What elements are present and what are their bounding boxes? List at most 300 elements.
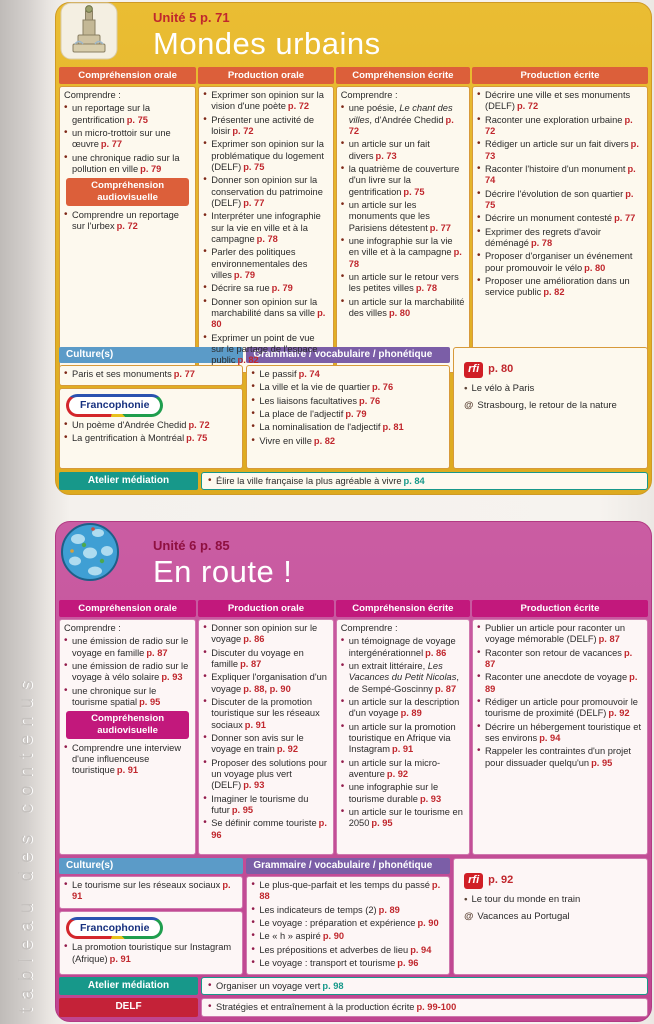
atelier-mediation-row xyxy=(59,977,648,995)
page-ref: p. 92 xyxy=(386,768,409,779)
page-ref: p. 84 xyxy=(403,476,425,486)
page-ref: p. 98 xyxy=(322,981,344,991)
page-ref: p. 82 xyxy=(313,435,336,446)
bullet-icon: • xyxy=(251,903,255,915)
rfi-page-ref: p. 92 xyxy=(488,874,514,886)
page-ref: p. 78 xyxy=(415,283,437,294)
page-ref: p. 87 xyxy=(598,634,620,645)
rfi-item: @ Vacances au Portugal xyxy=(464,910,570,922)
toc-item: • Les indicateurs de temps (2) p. 89 xyxy=(251,903,400,915)
toc-item: • Expliquer l'organisation d'un voyage p. 88, p. 90 xyxy=(203,671,327,694)
page-ref: p. 82 xyxy=(543,287,565,298)
page-ref: p. 93 xyxy=(419,793,442,804)
toc-item: • La place de l'adjectif p. 79 xyxy=(251,407,367,419)
page-ref: p. 77 xyxy=(173,369,195,379)
toc-item: • Comprendre une interview d'une influenceuse touristique p. 91 xyxy=(64,741,182,776)
column-production-ecrite xyxy=(472,600,648,855)
rfi-cell xyxy=(453,858,648,975)
culture-cell xyxy=(59,876,243,909)
atelier-cell xyxy=(201,472,648,490)
bullet-icon: • xyxy=(251,879,255,890)
page-ref: p. 92 xyxy=(276,744,298,755)
unit5-title: Mondes urbains xyxy=(153,26,381,61)
toc-item: • une poésie, Le chant des villes, d'Andrée Chedid p. 72 xyxy=(340,102,454,136)
rfi-item: • Le tour du monde en train xyxy=(464,894,581,906)
bullet-icon: • xyxy=(340,720,345,732)
column-header: Production orale xyxy=(198,600,333,617)
bullet-icon: • xyxy=(64,684,68,696)
toc-item: • Le voyage : transport et tourisme p. 96 xyxy=(251,956,419,968)
bullet-icon: • xyxy=(64,368,68,379)
bullet-icon: • xyxy=(203,89,207,100)
toc-item: • un reportage sur la gentrification p. 75 xyxy=(64,102,151,125)
bullet-icon: • xyxy=(476,113,481,125)
rfi-item-prefix-icon: • xyxy=(464,894,468,906)
column-cell xyxy=(59,86,196,373)
page-ref: p. 72 xyxy=(287,101,310,112)
rfi-header xyxy=(464,873,643,889)
page-ref: p. 86 xyxy=(243,634,265,645)
bullet-icon: • xyxy=(203,282,207,294)
grammar-header: Grammaire / vocabulaire / phonétique xyxy=(246,858,450,874)
toc-item: • un article sur la promotion touristique en Afrique via Instagram p. 91 xyxy=(340,720,456,755)
bullet-icon: • xyxy=(64,432,68,444)
page-ref: p. 82 xyxy=(237,355,259,366)
toc-item: • Les liaisons facultatives p. 76 xyxy=(251,394,381,406)
bullet-icon: • xyxy=(251,407,255,419)
bullet-icon: • xyxy=(476,225,481,237)
page-ref: p. 86 xyxy=(425,647,447,658)
toc-item: • Rappeler les contraintes d'un projet pour dissuader quelqu'un p. 95 xyxy=(476,745,631,768)
toc-item: • Parler des politiques environnementales des villes p. 79 xyxy=(203,246,308,280)
bullet-icon: • xyxy=(203,246,207,258)
unit6-title: En route ! xyxy=(153,554,293,589)
column-cell xyxy=(198,86,333,373)
grammar-cell xyxy=(246,876,450,975)
toc-item: • Donner son opinion sur la marchabilité dans sa ville p. 80 xyxy=(203,295,326,330)
toc-item: • Organiser un voyage vert p. 98 xyxy=(208,980,344,991)
rfi-section xyxy=(453,347,648,469)
column-header: Compréhension écrite xyxy=(336,600,470,617)
atelier-mediation-row xyxy=(59,472,648,490)
toc-item: • Stratégies et entraînement à la production écrite p. 99-100 xyxy=(208,1001,457,1013)
bullet-icon: • xyxy=(340,138,345,150)
francophonie-cell xyxy=(59,911,243,976)
page-ref: p. 76 xyxy=(359,395,381,406)
page-ref: p. 96 xyxy=(211,818,327,840)
column-header: Compréhension orale xyxy=(59,600,196,617)
page-ref: p. 79 xyxy=(271,283,293,294)
toc-item: • une émission de radio sur le voyage en famille p. 87 xyxy=(64,635,189,658)
audiovisual-subheader: Compréhension audiovisuelle xyxy=(66,711,189,738)
page-ref: p. 87 xyxy=(484,647,633,669)
page-ref: p. 79 xyxy=(233,269,256,280)
toc-item: • Les prépositions et adverbes de lieu p. 94 xyxy=(251,943,432,955)
page-ref: p. 72 xyxy=(516,101,539,112)
page-ref: p. 96 xyxy=(397,957,419,968)
page-ref: p. 77 xyxy=(614,213,636,224)
toc-item: • Comprendre un reportage sur l'urbex p. 72 xyxy=(64,208,179,232)
culture-header: Culture(s) xyxy=(59,858,243,874)
page-ref: p. 77 xyxy=(429,222,451,233)
rfi-item: @ Strasbourg, le retour de la nature xyxy=(464,399,617,411)
grammar-cell xyxy=(246,365,450,469)
column-cell xyxy=(59,619,196,855)
bullet-icon: • xyxy=(340,781,345,793)
bullet-icon: • xyxy=(251,368,255,379)
bullet-icon: • xyxy=(340,295,345,307)
bullet-icon: • xyxy=(340,635,345,647)
bullet-icon: • xyxy=(203,174,207,186)
page-ref: p. 72 xyxy=(188,420,210,431)
bullet-icon: • xyxy=(203,295,207,307)
column-cell xyxy=(336,619,470,855)
bullet-icon: • xyxy=(476,212,481,224)
page-ref: p. 91 xyxy=(109,953,131,964)
page-ref: p. 93 xyxy=(161,672,183,683)
culture-section xyxy=(59,858,243,975)
culture-header: Culture(s) xyxy=(59,347,243,363)
bullet-icon: • xyxy=(251,421,255,433)
toc-item: • un article sur le retour vers les petites villes p. 78 xyxy=(340,270,459,294)
column-header: Compréhension écrite xyxy=(336,67,470,84)
grammar-section xyxy=(246,858,450,975)
rfi-logo: rfi xyxy=(464,362,483,378)
toc-item: • Le plus-que-parfait et les temps du passé p. 88 xyxy=(251,879,441,902)
column-cell xyxy=(336,86,470,373)
bullet-icon: • xyxy=(208,1001,212,1013)
bullet-icon: • xyxy=(251,943,255,955)
unit6-panel xyxy=(55,521,652,1022)
toc-item: • Interpréter une infographie sur la vie en ville et à la campagne p. 78 xyxy=(203,210,321,244)
rfi-cell xyxy=(453,347,648,469)
toc-item: • Décrire une ville et ses monuments (DELF) p. 72 xyxy=(476,89,631,112)
toc-item: • un article sur les monuments que les Parisiens détestent p. 77 xyxy=(340,198,451,233)
column-cell xyxy=(198,619,333,855)
page-ref: p. 75 xyxy=(403,186,425,197)
column-comprehension-ecrite xyxy=(336,67,470,373)
page-ref: p. 72 xyxy=(232,125,254,136)
bullet-icon: • xyxy=(340,659,345,671)
toc-item: • un article sur la micro-aventure p. 92 xyxy=(340,756,441,779)
francophonie-cell xyxy=(59,388,243,469)
bullet-icon: • xyxy=(64,151,68,163)
bullet-icon: • xyxy=(203,731,207,743)
rfi-item-prefix-icon: @ xyxy=(464,399,474,411)
rfi-page-ref: p. 80 xyxy=(488,363,514,375)
toc-item: • Raconter son retour de vacances p. 87 xyxy=(476,646,633,669)
bullet-icon: • xyxy=(476,274,481,286)
toc-item: • La gentrification à Montréal p. 75 xyxy=(64,432,208,444)
column-comprehension-orale xyxy=(59,600,196,855)
bullet-icon: • xyxy=(64,879,68,890)
bullet-icon: • xyxy=(64,102,68,114)
bullet-icon: • xyxy=(340,805,345,817)
bullet-icon: • xyxy=(340,270,345,282)
page-ref: p. 78 xyxy=(256,233,278,244)
bullet-icon: • xyxy=(340,162,345,174)
unit6-label: Unité 6 p. 85 xyxy=(153,538,230,553)
unit6-skills-columns xyxy=(59,600,648,855)
column-header: Production orale xyxy=(198,67,333,84)
column-comprehension-ecrite xyxy=(336,600,470,855)
toc-item: • un article sur la description d'un voyage p. 89 xyxy=(340,695,460,719)
column-cell xyxy=(472,619,648,855)
page-ref: p. 95 xyxy=(139,696,161,707)
toc-item: • Donner son opinion sur la conservation du patrimoine (DELF) p. 77 xyxy=(203,174,323,208)
toc-item: • Le tourisme sur les réseaux sociaux p. 91 xyxy=(64,879,231,902)
page-ref: p. 92 xyxy=(608,708,630,719)
bullet-icon: • xyxy=(476,89,481,100)
toc-item: • Exprimer des regrets d'avoir déménagé p. 78 xyxy=(476,225,601,248)
bullet-icon: • xyxy=(476,671,481,683)
bullet-icon: • xyxy=(476,162,481,174)
toc-item: • Décrire sa rue p. 79 xyxy=(203,282,293,294)
toc-item: • Paris et ses monuments p. 77 xyxy=(64,368,195,379)
page-ref: p. 80 xyxy=(584,262,606,273)
page-ref: p. 73 xyxy=(375,150,397,161)
page-ref: p. 74 xyxy=(484,163,636,186)
bullet-icon: • xyxy=(476,187,481,199)
page-ref: p. 79 xyxy=(345,408,367,419)
toc-item: • Proposer une amélioration dans un service public p. 82 xyxy=(476,274,630,298)
page-ref: p. 87 xyxy=(146,647,168,658)
bullet-icon: • xyxy=(64,741,68,753)
bullet-icon: • xyxy=(251,394,255,406)
bullet-icon: • xyxy=(203,622,207,633)
intro-line: Comprendre : xyxy=(340,623,398,633)
page-ref: p. 87 xyxy=(240,658,262,669)
delf-row xyxy=(59,998,648,1016)
toc-item: • Imaginer le tourisme du futur p. 95 xyxy=(203,792,309,815)
page-ref: p. 75 xyxy=(243,161,265,172)
toc-item: • Le passif p. 74 xyxy=(251,368,320,379)
page-ref: p. 72 xyxy=(484,114,633,136)
bullet-icon: • xyxy=(203,331,207,343)
page-ref: p. 91 xyxy=(244,719,266,730)
toc-item: • une chronique radio sur la pollution en ville p. 79 xyxy=(64,151,180,174)
page-ref: p. 74 xyxy=(298,369,320,379)
bullet-icon: • xyxy=(340,198,345,210)
page-ref: p. 91 xyxy=(392,744,414,755)
page-ref: p. 91 xyxy=(72,880,231,902)
bullet-icon: • xyxy=(476,250,481,262)
bullet-icon: • xyxy=(476,720,481,732)
bullet-icon: • xyxy=(476,695,481,707)
bullet-icon: • xyxy=(340,756,345,768)
toc-item: • Décrire l'évolution de son quartier p. 75 xyxy=(476,187,634,210)
toc-item: • un article sur un fait divers p. 73 xyxy=(340,138,430,161)
intro-line: Comprendre : xyxy=(340,90,398,100)
toc-item: • Le voyage : préparation et expérience p. 90 xyxy=(251,916,439,928)
toc-item: • La ville et la vie de quartier p. 76 xyxy=(251,381,394,393)
francophonie-badge: Francophonie xyxy=(66,917,163,940)
toc-item: • Élire la ville française la plus agréable à vivre p. 84 xyxy=(208,475,425,486)
toc-item: • un témoignage de voyage intergénérationnel p. 86 xyxy=(340,635,456,658)
rfi-header xyxy=(464,362,643,378)
bullet-icon: • xyxy=(476,138,481,150)
bullet-icon: • xyxy=(203,113,207,125)
delf-badge: DELF xyxy=(59,998,198,1016)
bullet-icon: • xyxy=(208,475,212,486)
toc-item: • un extrait littéraire, Les Vacances du Petit Nicolas, de Sempé-Goscinny p. 87 xyxy=(340,659,459,694)
page-ref: p. 94 xyxy=(539,732,561,743)
page-ref: p. 95 xyxy=(371,818,393,829)
page-ref: p. 72 xyxy=(348,114,454,136)
bullet-icon: • xyxy=(203,210,207,222)
toc-item: • Décrire un hébergement touristique et ses environs p. 94 xyxy=(476,720,642,743)
page-ref: p. 94 xyxy=(410,944,432,955)
page-ref: p. 89 xyxy=(378,904,400,915)
bullet-icon: • xyxy=(203,138,207,150)
toc-item: • Donner son avis sur le voyage en train p. 92 xyxy=(203,731,304,755)
toc-item: • Raconter l'histoire d'un monument p. 74 xyxy=(476,162,636,186)
bullet-icon: • xyxy=(64,635,68,647)
page-ref: p. 95 xyxy=(591,757,613,768)
page-ref: p. 80 xyxy=(388,307,411,318)
unit5-panel xyxy=(55,2,652,495)
column-production-orale xyxy=(198,600,333,855)
unit5-label: Unité 5 p. 71 xyxy=(153,10,230,25)
intro-line: Comprendre : xyxy=(64,90,121,100)
toc-item: • Discuter du voyage en famille p. 87 xyxy=(203,646,304,669)
bullet-icon: • xyxy=(64,126,68,138)
toc-item: • Vivre en ville p. 82 xyxy=(251,434,336,446)
page-ref: p. 89 xyxy=(400,708,422,719)
culture-cell xyxy=(59,365,243,386)
page-ref: p. 79 xyxy=(140,163,162,174)
page-ref: p. 95 xyxy=(231,804,254,815)
unit5-bottom-sections xyxy=(59,347,648,469)
bullet-icon: • xyxy=(251,434,255,446)
toc-item: • Exprimer son opinion sur la problématique du logement (DELF) p. 75 xyxy=(203,138,324,172)
toc-item: • Rédiger un article sur un fait divers p. 73 xyxy=(476,138,639,161)
bullet-icon: • xyxy=(476,745,481,757)
page-ref: p. 81 xyxy=(382,422,404,433)
column-production-ecrite xyxy=(472,67,648,373)
page-ref: p. 75 xyxy=(484,188,634,210)
atelier-cell xyxy=(201,977,648,995)
toc-item: • Un poème d'Andrée Chedid p. 72 xyxy=(64,419,210,431)
audiovisual-subheader: Compréhension audiovisuelle xyxy=(66,178,189,205)
toc-item: • une émission de radio sur le voyage à vélo solaire p. 93 xyxy=(64,659,189,683)
page-ref: p. 88, p. 90 xyxy=(243,683,291,694)
page-ref: p. 77 xyxy=(243,197,265,208)
bullet-icon: • xyxy=(203,646,207,658)
rfi-item-prefix-icon: @ xyxy=(464,910,474,922)
page-ref: p. 91 xyxy=(116,765,139,776)
bullet-icon: • xyxy=(203,792,207,804)
page-ref: p. 93 xyxy=(243,780,265,791)
toc-item: • La nominalisation de l'adjectif p. 81 xyxy=(251,421,404,433)
column-header: Compréhension orale xyxy=(59,67,196,84)
atelier-badge: Atelier médiation xyxy=(59,472,198,490)
page-ref: p. 89 xyxy=(484,672,638,694)
rfi-section xyxy=(453,858,648,975)
page-ref: p. 90 xyxy=(322,931,345,942)
page-ref: p. 87 xyxy=(434,683,457,694)
page-ref: p. 78 xyxy=(348,247,462,269)
bullet-icon: • xyxy=(203,756,207,768)
page-ref: p. 80 xyxy=(211,307,326,330)
sidebar-vertical-text: tableau des contenus xyxy=(16,672,37,1013)
column-comprehension-orale xyxy=(59,67,196,373)
bullet-icon: • xyxy=(251,381,255,393)
toc-item: • Rédiger un article pour promouvoir le tourisme de proximité (DELF) p. 92 xyxy=(476,695,638,719)
bullet-icon: • xyxy=(203,695,207,707)
toc-item: • La promotion touristique sur Instagram (Afrique) p. 91 xyxy=(64,941,232,964)
toc-item: • Donner son opinion sur le voyage p. 86 xyxy=(203,622,318,645)
column-header: Production écrite xyxy=(472,67,648,84)
page-ref: p. 75 xyxy=(126,114,148,125)
toc-item: • un article sur le tourisme en 2050 p. 95 xyxy=(340,805,463,829)
page-ref: p. 90 xyxy=(417,917,439,928)
toc-item: • Discuter de la promotion touristique sur les réseaux sociaux p. 91 xyxy=(203,695,320,730)
bullet-icon: • xyxy=(64,659,68,671)
toc-item: • une infographie sur la vie en ville et à la campagne p. 78 xyxy=(340,234,462,269)
bullet-icon: • xyxy=(476,622,481,633)
toc-item: • Proposer des solutions pour un voyage plus vert (DELF) p. 93 xyxy=(203,756,327,791)
toc-item: • un micro-trottoir sur une œuvre p. 77 xyxy=(64,126,171,150)
toc-item: • une infographie sur le tourisme durable p. 93 xyxy=(340,781,442,804)
bullet-icon: • xyxy=(64,941,68,953)
page-ref: p. 88 xyxy=(259,880,441,902)
atelier-badge: Atelier médiation xyxy=(59,977,198,995)
column-cell xyxy=(472,86,648,373)
delf-cell xyxy=(201,998,648,1016)
toc-item: • un article sur la marchabilité des villes p. 80 xyxy=(340,295,465,318)
bullet-icon: • xyxy=(203,671,207,683)
page-ref: p. 76 xyxy=(371,382,394,393)
grammar-header: Grammaire / vocabulaire / phonétique xyxy=(246,347,450,363)
page-ref: p. 75 xyxy=(186,433,208,444)
bullet-icon: • xyxy=(251,956,255,968)
rfi-item-prefix-icon: • xyxy=(464,383,468,395)
bullet-icon: • xyxy=(340,695,345,707)
unit6-bottom-sections xyxy=(59,858,648,974)
toc-item: • Raconter une anecdote de voyage p. 89 xyxy=(476,671,638,694)
toc-item: • Présenter une activité de loisir p. 72 xyxy=(203,113,315,136)
page-ref: p. 78 xyxy=(530,237,553,248)
page-ref: p. 72 xyxy=(116,221,138,232)
toc-item: • Publier un article pour raconter un voyage mémorable (DELF) p. 87 xyxy=(476,622,626,645)
bullet-icon: • xyxy=(64,419,68,431)
unit6-header xyxy=(59,522,648,600)
toc-item: • Se définir comme touriste p. 96 xyxy=(203,817,327,840)
francophonie-badge: Francophonie xyxy=(66,394,163,417)
unit5-header xyxy=(59,3,648,67)
rfi-item: • Le vélo à Paris xyxy=(464,383,535,395)
toc-item: • Décrire un monument contesté p. 77 xyxy=(476,212,636,224)
toc-item: • Proposer d'organiser un événement pour promouvoir le vélo p. 80 xyxy=(476,250,633,273)
toc-item: • Raconter une exploration urbaine p. 72 xyxy=(476,113,633,136)
column-header: Production écrite xyxy=(472,600,648,617)
bullet-icon: • xyxy=(64,208,68,220)
toc-item: • Exprimer son opinion sur la vision d'une poète p. 72 xyxy=(203,89,324,112)
page-ref: p. 99-100 xyxy=(416,1002,457,1013)
bullet-icon: • xyxy=(476,646,481,658)
bullet-icon: • xyxy=(203,817,207,829)
bullet-icon: • xyxy=(251,930,255,942)
intro-line: Comprendre : xyxy=(64,623,121,633)
toc-item: • Le « h » aspiré p. 90 xyxy=(251,930,345,942)
column-production-orale xyxy=(198,67,333,373)
bullet-icon: • xyxy=(208,980,212,991)
page-ref: p. 77 xyxy=(100,139,123,150)
toc-item: • une chronique sur le tourisme spatial p. 95 xyxy=(64,684,161,707)
bullet-icon: • xyxy=(340,234,345,246)
bullet-icon: • xyxy=(251,916,255,928)
